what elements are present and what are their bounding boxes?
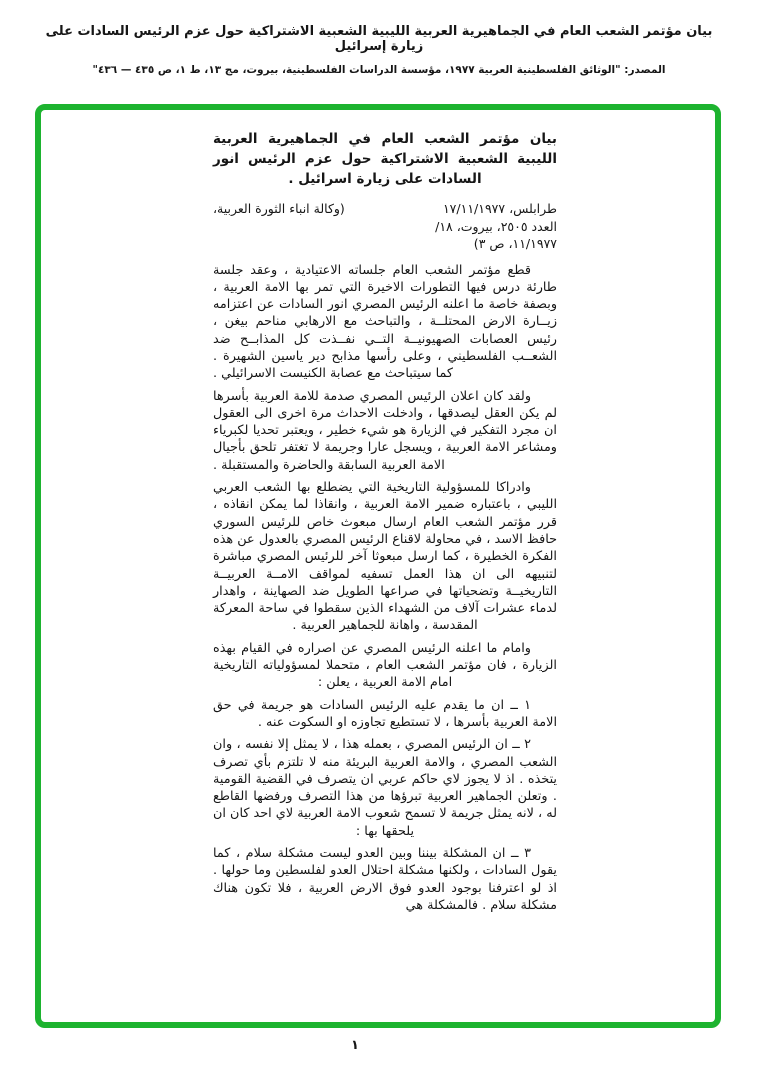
dateline-place-date: طرابلس، ١٧/١١/١٩٧٧ (442, 201, 557, 216)
document-content (41, 110, 715, 1022)
page-header (0, 24, 758, 76)
paragraph-4: وامام ما اعلنه الرئيس المصري عن اصراره في القيام بهذه الزيارة ، فان مؤتمر الشعب العام ، متحملا لمسؤولياته التاريخية امام الامة العربية ، يعلن : (213, 640, 557, 691)
page-number: ١ (351, 1038, 359, 1053)
paragraph-3: وادراكا للمسؤولية التاريخية التي يضطلع بها الشعب العربي الليبي ، باعتباره ضمير الامة العربية ، وانقاذا لما يمكن انقاذه ، قرر مؤتمر الشعب العام ارسال مبعوث خاص للرئيس السوري حافظ الاسد ، في محاولة لاقناع الرئيس المصري بالعدول عن هذه الفكرة الخطيرة ، كما ارسل مبعوثا آخر للرئيس المصري مباشرة لتنبيهه الى ان هذا العمل تسفيه لمواقف الامــة العربيــة التاريخيــة وتضحياتها في صراعها الطويل ضد الصهاينة ، واهدار لدماء عشرات آلاف من الشهداء الذين سقطوا في ساحة المعركة المقدسة ، واهانة للجماهير العربية . (213, 480, 557, 634)
header-title: بيان مؤتمر الشعب العام في الجماهيرية العربية الليبية الشعبية الاشتراكية حول عزم الرئيس السادات على زيارة إسرائيل (45, 24, 713, 54)
dateline (213, 200, 557, 253)
paragraph-2: ولقد كان اعلان الرئيس المصري صدمة للامة العربية بأسرها لم يكن العقل ليصدقها ، وادخلت الاحداث مرة اخرى الى العقول ان مجرد التفكير في الزيارة هو شيء خطير ، ويعتبر تحديا لكبرياء ومشاعر الامة العربية ، ويسجل عارا وجريمة لا تغتفر تلحق بأجيال الامة العربية السابقة والحاضرة والمستقبلة . (213, 388, 557, 473)
dateline-agency: (وكالة انباء الثورة العربية، (213, 201, 345, 216)
document-frame (35, 104, 721, 1028)
dateline-row (213, 200, 557, 218)
numbered-item-3: ٣ ــ ان المشكلة بيننا وبين العدو ليست مشكلة سلام ، كما يقول السادات ، ولكنها مشكلة احتلال العدو لفلسطين وما حولها . اذ لو اعترفنا بوجود العدو فوق الارض العربية ، فلا تكون هناك مشكلة سلام . فالمشكلة هي (213, 846, 557, 913)
document-body (213, 262, 557, 915)
paragraph-1: قطع مؤتمر الشعب العام جلساته الاعتيادية ، وعقد جلسة طارئة درس فيها التطورات الاخيرة التي تمر بها الامة العربية ، وبصفة خاصة ما اعلنه الرئيس المصري انور السادات عن اعتزامه زيــارة الارض المحتلــة ، والتباحث مع الارهابي مناحم بيغن ، رئيس العصابات الصهيونيــة التــي نفــذت كل المذابــح ضد الشعــب الفلسطيني ، وعلى رأسها مذابح دير ياسين الشهيرة . كما سيتباحث مع عصابة الكنيست الاسرائيلي . (213, 262, 557, 382)
header-source-citation: المصدر: "الوثائق الفلسطينية العربية ١٩٧٧، مؤسسة الدراسات الفلسطينية، بيروت، مج ١٣، ط ١، ص ٤٣٥ — ٤٣٦" (92, 64, 666, 76)
dateline-date-page: ١١/١٩٧٧، ص ٣) (473, 236, 557, 251)
numbered-item-2: ٢ ــ ان الرئيس المصري ، بعمله هذا ، لا يمثل إلا نفسه ، وان الشعب المصري ، والامة العربية البريئة منه لا تلتزم بأي تصرف يتخذه . اذ لا يجوز لاي حاكم عربي ان يتصرف في القضية القومية . وتعلن الجماهير العربية تبرؤها من هذا التصرف ورفضها القاطع له ، لانه يمثل جريمة لا تسمح شعوب الامة العربية لاي احد كان ان يلحقها بها : (213, 737, 557, 839)
document-title: بيان مؤتمر الشعب العام في الجماهيرية العربية الليبية الشعبية الاشتراكية حول عزم الرئيس انور السادات على زيارة اسرائيل . (213, 131, 557, 187)
numbered-item-1: ١ ــ ان ما يقدم عليه الرئيس السادات هو جريمة في حق الامة العربية بأسرها ، لا تستطيع تجاوزه او السكوت عنه . (213, 697, 557, 730)
dateline-issue: العدد ٢٥٠٥، بيروت، ١٨/ (435, 218, 557, 234)
